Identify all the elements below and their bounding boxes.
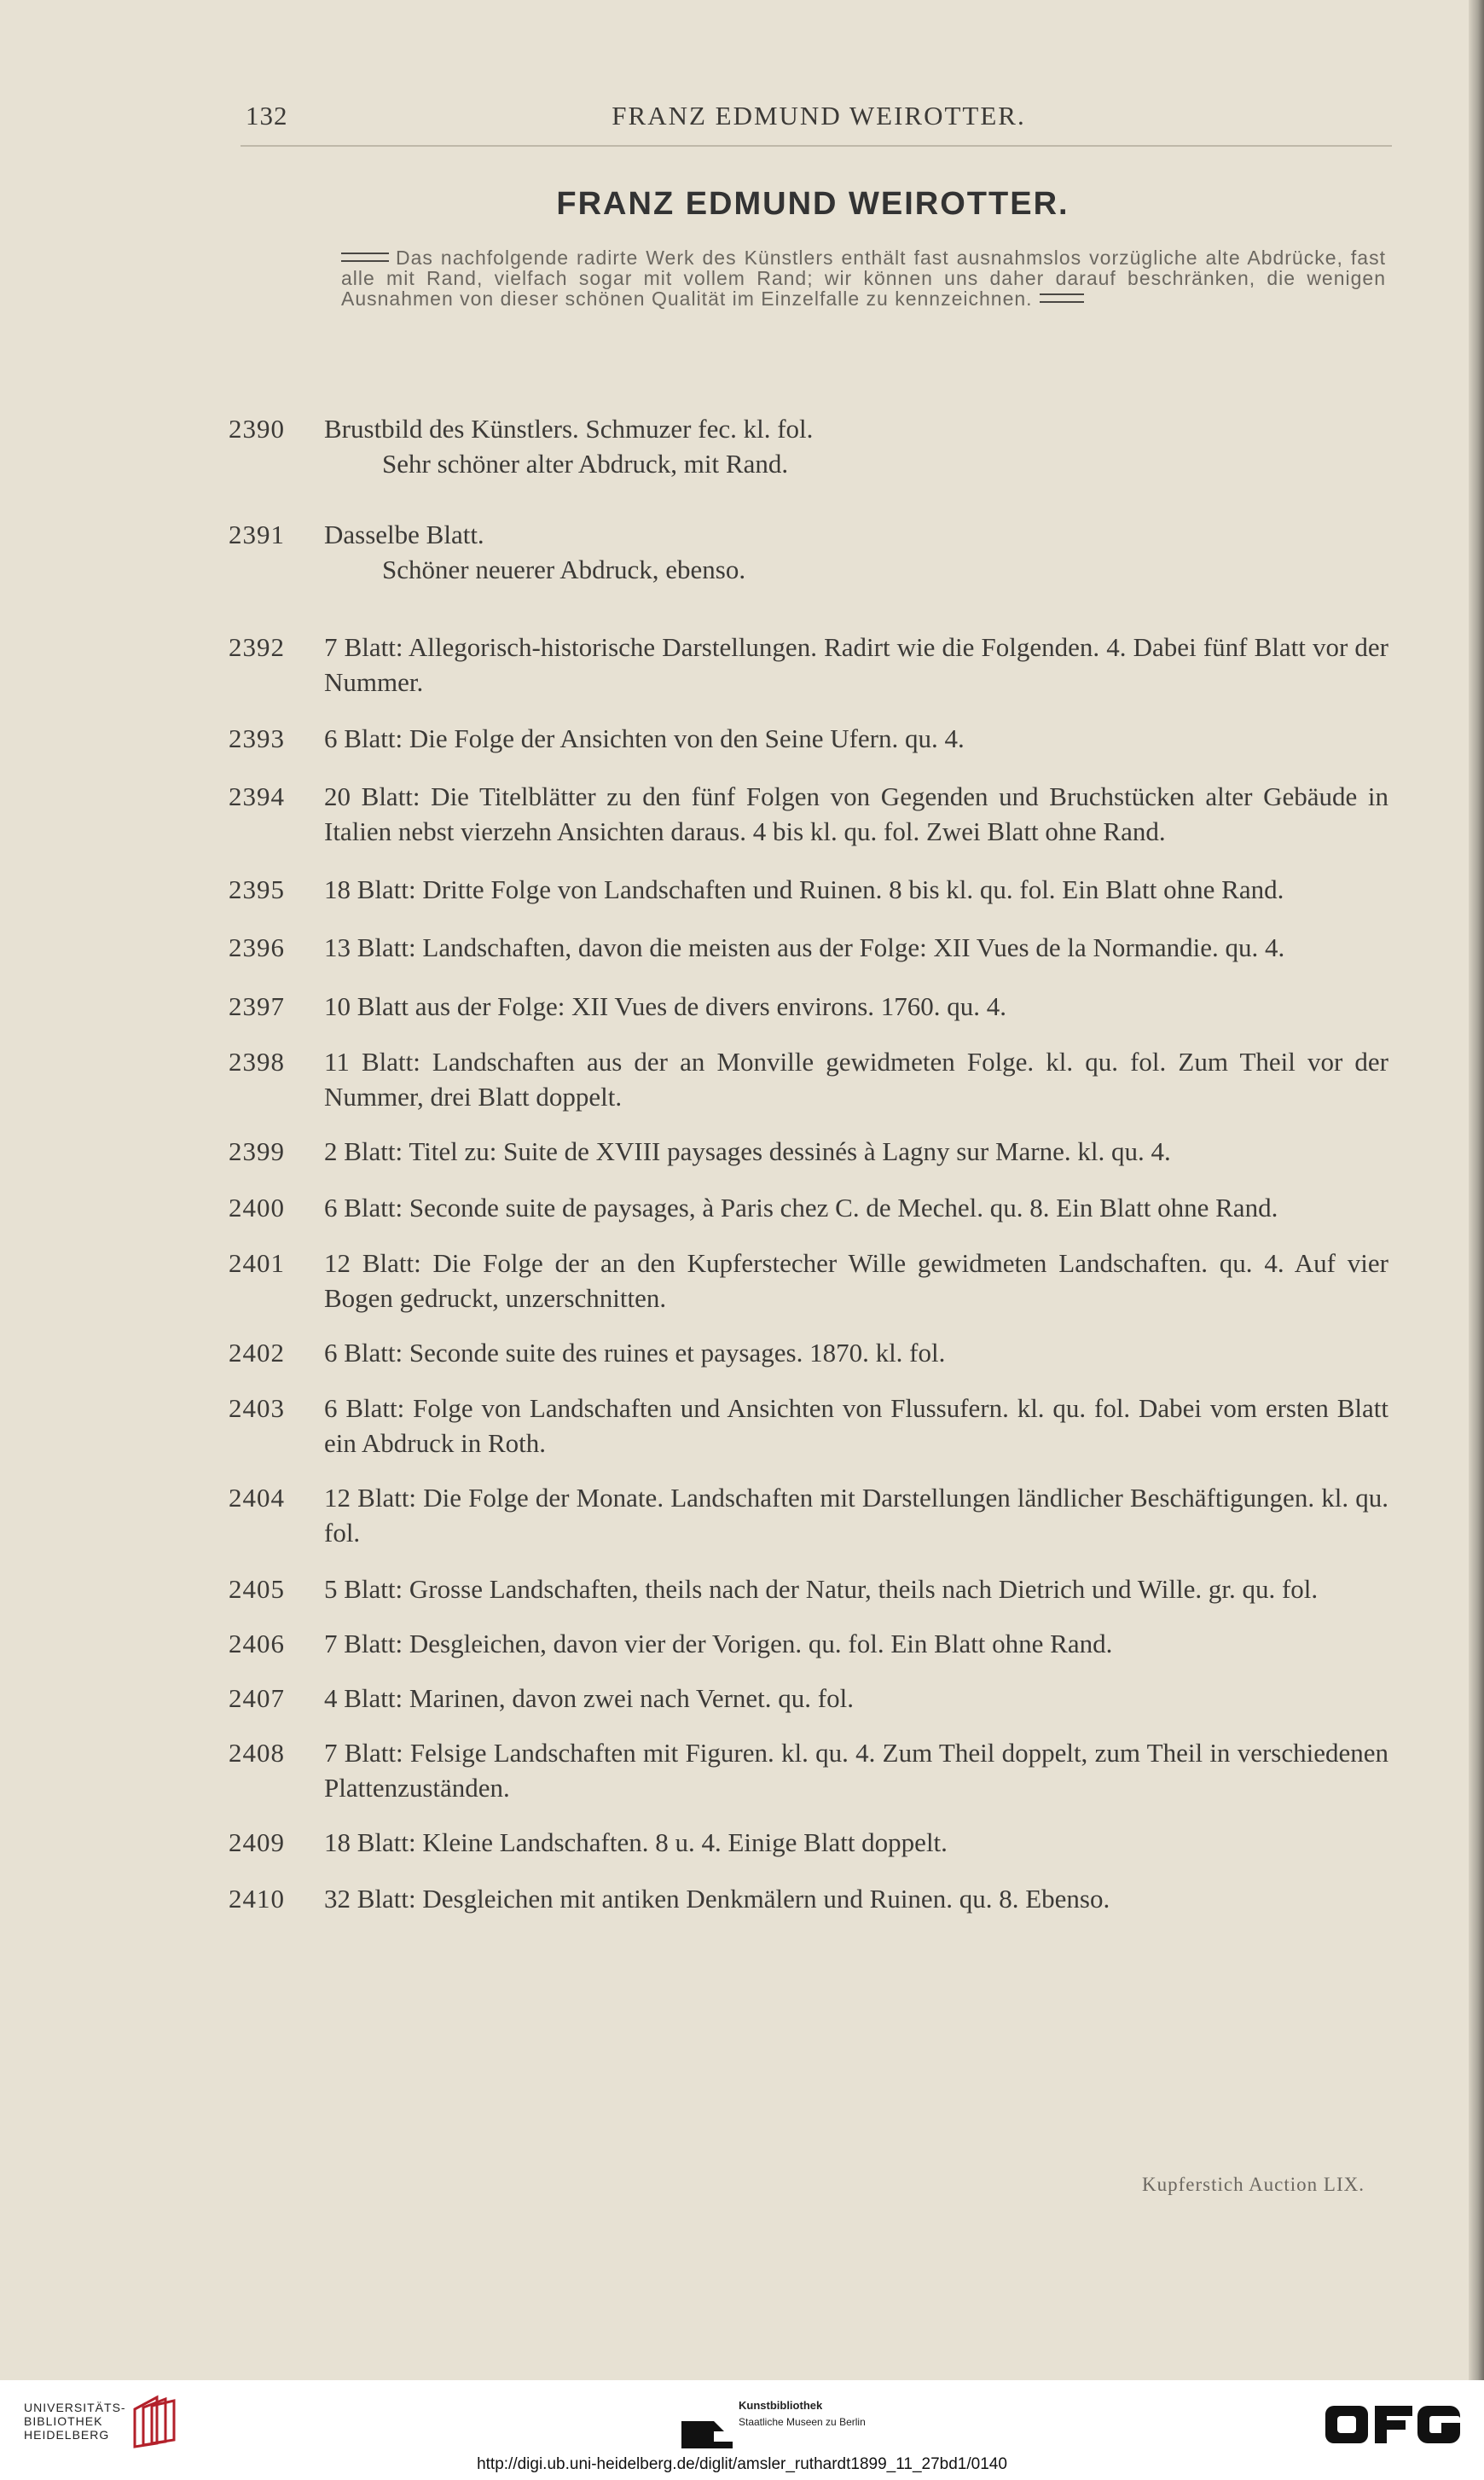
double-rule-ornament — [341, 253, 389, 262]
kunstbibliothek-name: Kunstbibliothek — [739, 2399, 823, 2412]
lot-number: 2408 — [229, 1738, 285, 1768]
lot-note-text: Schöner neuerer Abdruck, ebenso. — [382, 555, 746, 584]
section-title: FRANZ EDMUND WEIROTTER. — [556, 186, 1070, 222]
lot-description: 2 Blatt: Titel zu: Suite de XVIII paysages dessinés à Lagny sur Marne. kl. qu. 4. — [324, 1136, 1171, 1166]
lot-entry — [229, 1044, 1388, 1114]
running-header — [246, 96, 1392, 147]
lot-description: 5 Blatt: Grosse Landschaften, theils nach der Natur, theils nach Dietrich und Wille. gr. qu. fol. — [324, 1574, 1319, 1604]
lot-note — [229, 552, 1388, 587]
kunstbibliothek-logo-icon — [680, 2416, 734, 2450]
lot-entry — [229, 1881, 1388, 1916]
lot-entry — [229, 1335, 1388, 1370]
lot-entry — [229, 411, 1388, 446]
lot-entry — [229, 930, 1388, 965]
lot-number: 2407 — [229, 1683, 285, 1713]
lot-description: 6 Blatt: Die Folge der Ansichten von den Seine Ufern. qu. 4. — [324, 723, 965, 753]
lot-number: 2394 — [229, 781, 285, 811]
lot-note — [229, 446, 1388, 481]
lot-number: 2397 — [229, 991, 285, 1021]
lot-description: Dasselbe Blatt. — [324, 520, 484, 549]
catalogue-signature: Kupferstich Auction LIX. — [1142, 2174, 1365, 2195]
lot-number: 2390 — [229, 414, 285, 444]
university-line-2: BIBLIOTHEK — [24, 2414, 103, 2428]
university-line-1: UNIVERSITÄTS- — [24, 2401, 126, 2414]
intro-text: Das nachfolgende radirte Werk des Künstlers enthält fast ausnahmslos vorzügliche alte Abdrücke, fast alle mit Rand, vielfach sogar mit vollem Rand; wir können uns daher darauf beschränken, die wenigen Ausnahmen von dieser schönen Qualität im Einzelfalle zu kennzeichnen. — [341, 247, 1386, 310]
lot-description: 10 Blatt aus der Folge: XII Vues de divers environs. 1760. qu. 4. — [324, 991, 1007, 1021]
lot-description: 4 Blatt: Marinen, davon zwei nach Vernet. qu. fol. — [324, 1683, 854, 1713]
lot-description: 18 Blatt: Kleine Landschaften. 8 u. 4. Einige Blatt doppelt. — [324, 1827, 948, 1857]
lot-description: 32 Blatt: Desgleichen mit antiken Denkmälern und Ruinen. qu. 8. Ebenso. — [324, 1884, 1110, 1914]
lot-description: 18 Blatt: Dritte Folge von Landschaften und Ruinen. 8 bis kl. qu. fol. Ein Blatt ohne Rand. — [324, 874, 1284, 904]
lot-number: 2392 — [229, 632, 285, 662]
lot-entry — [229, 779, 1388, 849]
lot-entry — [229, 1134, 1388, 1169]
double-rule-ornament — [1040, 293, 1084, 303]
lot-description: 6 Blatt: Folge von Landschaften und Ansichten von Flussufern. kl. qu. fol. Dabei vom ersten Blatt ein Abdruck in Roth. — [324, 1393, 1388, 1458]
lot-description: Brustbild des Künstlers. Schmuzer fec. kl. fol. — [324, 414, 814, 444]
lot-entry — [229, 517, 1388, 552]
university-line-3: HEIDELBERG — [24, 2428, 110, 2442]
header-rule — [241, 145, 1392, 147]
digitization-footer — [0, 2380, 1484, 2480]
lot-entry — [229, 1246, 1388, 1316]
lot-list — [229, 409, 1388, 1916]
lot-number: 2400 — [229, 1193, 285, 1223]
lot-number: 2398 — [229, 1047, 285, 1077]
lot-description: 12 Blatt: Die Folge der an den Kupferstecher Wille gewidmeten Landschaften. qu. 4. Auf vier Bogen gedruckt, unzerschnitten. — [324, 1248, 1388, 1313]
lot-note-text: Sehr schöner alter Abdruck, mit Rand. — [382, 449, 789, 479]
lot-entry — [229, 1825, 1388, 1860]
university-library-label — [24, 2401, 126, 2442]
lot-number: 2402 — [229, 1338, 285, 1368]
lot-number: 2391 — [229, 520, 285, 549]
lot-description: 13 Blatt: Landschaften, davon die meisten aus der Folge: XII Vues de la Normandie. qu. 4. — [324, 932, 1285, 962]
lot-number: 2404 — [229, 1483, 285, 1513]
lot-description: 12 Blatt: Die Folge der Monate. Landschaften mit Darstellungen ländlicher Beschäftigungen. kl. qu. fol. — [324, 1483, 1388, 1548]
lot-description: 11 Blatt: Landschaften aus der an Monville gewidmeten Folge. kl. qu. fol. Zum Theil vor der Nummer, drei Blatt doppelt. — [324, 1047, 1388, 1112]
lot-entry — [229, 1391, 1388, 1461]
source-url[interactable]: http://digi.ub.uni-heidelberg.de/diglit/amsler_ruthardt1899_11_27bd1/0140 — [477, 2455, 1007, 2473]
lot-description: 6 Blatt: Seconde suite des ruines et paysages. 1870. kl. fol. — [324, 1338, 946, 1368]
lot-entry — [229, 1480, 1388, 1550]
lot-entry — [229, 721, 1388, 756]
lot-number: 2405 — [229, 1574, 285, 1604]
lot-entry — [229, 1681, 1388, 1716]
lot-description: 7 Blatt: Felsige Landschaften mit Figuren. kl. qu. 4. Zum Theil doppelt, zum Theil in verschiedenen Plattenzuständen. — [324, 1738, 1388, 1803]
intro-paragraph — [341, 247, 1386, 309]
lot-entry — [229, 1190, 1388, 1225]
lot-entry — [229, 630, 1388, 700]
university-logo-icon — [128, 2394, 177, 2450]
kunstbibliothek-subtitle: Staatliche Museen zu Berlin — [739, 2416, 866, 2428]
lot-entry — [229, 1626, 1388, 1661]
lot-number: 2403 — [229, 1393, 285, 1423]
page-number: 132 — [246, 101, 288, 131]
lot-entry — [229, 872, 1388, 907]
lot-number: 2395 — [229, 874, 285, 904]
lot-description: 20 Blatt: Die Titelblätter zu den fünf Folgen von Gegenden und Bruchstücken alter Gebäude in Italien nebst vierzehn Ansichten daraus. 4 bis kl. qu. fol. Zwei Blatt ohne Rand. — [324, 781, 1388, 846]
dfg-logo-icon — [1320, 2394, 1465, 2455]
lot-description: 7 Blatt: Allegorisch-historische Darstellungen. Radirt wie die Folgenden. 4. Dabei fünf Blatt vor der Nummer. — [324, 632, 1388, 697]
lot-number: 2401 — [229, 1248, 285, 1278]
lot-number: 2409 — [229, 1827, 285, 1857]
lot-number: 2393 — [229, 723, 285, 753]
running-title: FRANZ EDMUND WEIROTTER. — [612, 101, 1026, 131]
lot-description: 6 Blatt: Seconde suite de paysages, à Paris chez C. de Mechel. qu. 8. Ein Blatt ohne Rand. — [324, 1193, 1278, 1223]
lot-number: 2399 — [229, 1136, 285, 1166]
lot-number: 2406 — [229, 1629, 285, 1658]
lot-entry — [229, 1571, 1388, 1606]
lot-number: 2396 — [229, 932, 285, 962]
lot-description: 7 Blatt: Desgleichen, davon vier der Vorigen. qu. fol. Ein Blatt ohne Rand. — [324, 1629, 1113, 1658]
lot-number: 2410 — [229, 1884, 285, 1914]
page-edge-shadow — [1469, 0, 1484, 2380]
lot-entry — [229, 1735, 1388, 1805]
lot-entry — [229, 989, 1388, 1024]
